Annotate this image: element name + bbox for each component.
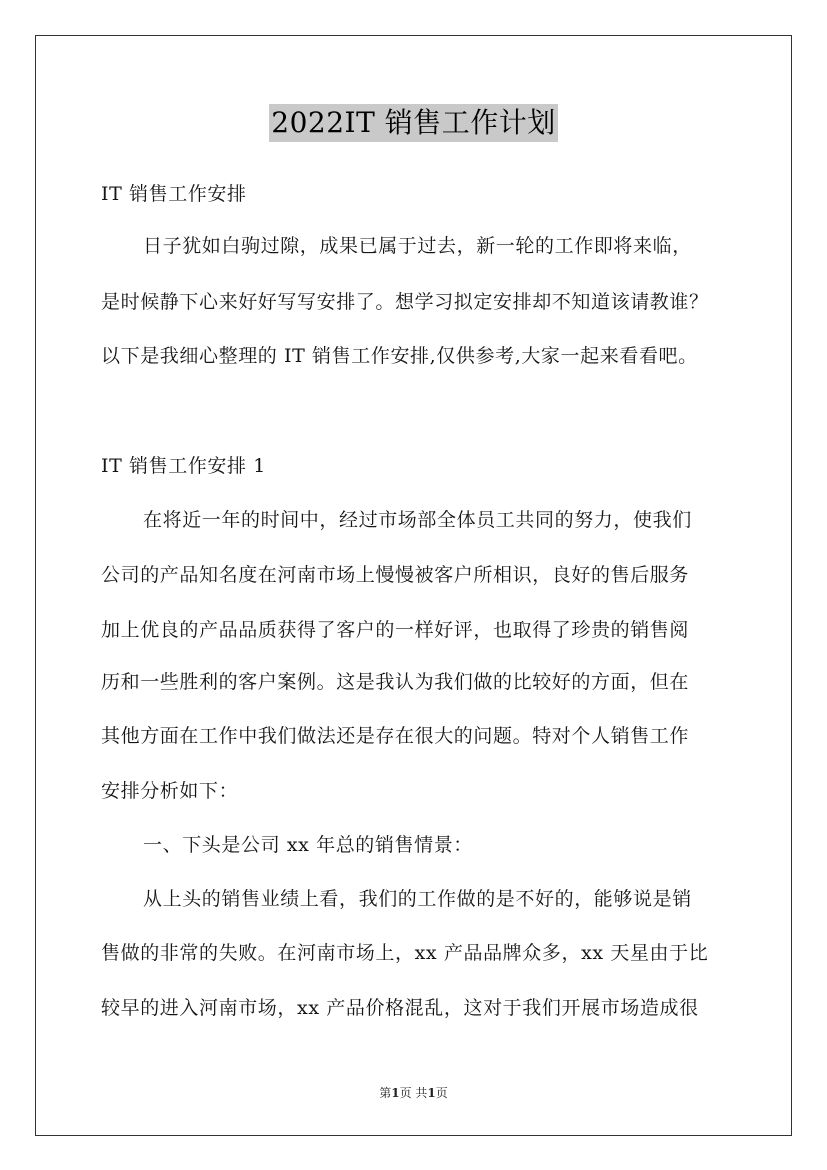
intro-line-3: 以下是我细心整理的 IT 销售工作安排,仅供参考,大家一起来看看吧。 xyxy=(101,345,698,367)
para1-line-3: 加上优良的产品品质获得了客户的一样好评，也取得了珍贵的销售阅 xyxy=(101,619,690,641)
footer-total-pages: 1 xyxy=(427,1086,436,1100)
title-container xyxy=(0,104,827,142)
footer-prefix: 第 xyxy=(379,1086,392,1100)
para3-line-3: 较早的进入河南市场，xx 产品价格混乱，这对于我们开展市场造成很 xyxy=(101,997,699,1019)
intro-line-2: 是时候静下心来好好写写安排了。想学习拟定安排却不知道该请教谁？ xyxy=(101,291,709,313)
para3-line-1: 从上头的销售业绩上看，我们的工作做的是不好的，能够说是销 xyxy=(143,888,692,910)
footer-mid: 页 共 xyxy=(399,1086,428,1100)
para2-line: 一、下头是公司 xx 年总的销售情景： xyxy=(143,834,473,856)
para1-line-1: 在将近一年的时间中，经过市场部全体员工共同的努力，使我们 xyxy=(143,509,692,531)
para1-line-4: 历和一些胜利的客户案例。这是我认为我们做的比较好的方面，但在 xyxy=(101,671,690,693)
section-heading: IT 销售工作安排 xyxy=(101,183,247,205)
para1-line-2: 公司的产品知名度在河南市场上慢慢被客户所相识，良好的售后服务 xyxy=(101,564,690,586)
para1-line-5: 其他方面在工作中我们做法还是存在很大的问题。特对个人销售工作 xyxy=(101,725,690,747)
para3-line-2: 售做的非常的失败。在河南市场上，xx 产品品牌众多，xx 天星由于比 xyxy=(101,942,709,964)
subsection-heading: IT 销售工作安排 1 xyxy=(101,455,266,477)
intro-line-1: 日子犹如白驹过隙，成果已属于过去，新一轮的工作即将来临， xyxy=(143,235,692,257)
para1-line-6: 安排分析如下： xyxy=(101,780,239,802)
document-title: 2022IT 销售工作计划 xyxy=(269,104,557,142)
page-footer xyxy=(0,1085,827,1101)
footer-page-number: 1 xyxy=(391,1086,400,1100)
footer-suffix: 页 xyxy=(435,1086,448,1100)
